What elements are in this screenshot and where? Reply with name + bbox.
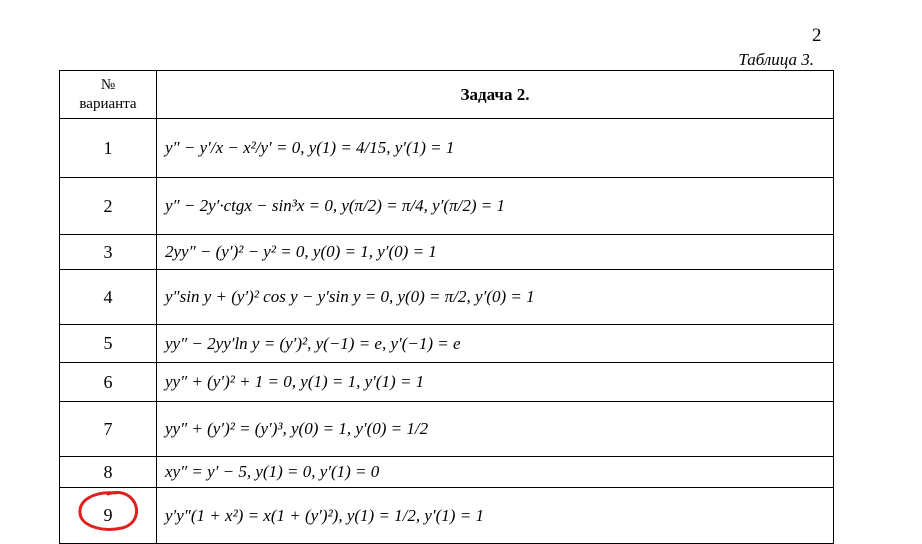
table-row bbox=[60, 178, 834, 235]
variant-number: 1 bbox=[60, 119, 157, 178]
table-caption: Таблица 3. bbox=[738, 50, 814, 69]
equation-cell: yy″ + (y′)² + 1 = 0, y(1) = 1, y′(1) = 1 bbox=[157, 363, 834, 402]
equation-cell: y′y″(1 + x²) = x(1 + (y′)²), y(1) = 1/2, y′(1) = 1 bbox=[157, 488, 834, 544]
equation-cell: y″ − y′/x − x²/y′ = 0, y(1) = 4/15, y′(1) = 1 bbox=[157, 119, 834, 178]
equation-cell: yy″ + (y′)² = (y′)³, y(0) = 1, y′(0) = 1/2 bbox=[157, 402, 834, 457]
equation-cell: yy″ − 2yy′ln y = (y′)², y(−1) = e, y′(−1) = e bbox=[157, 325, 834, 363]
table-row bbox=[60, 270, 834, 325]
equation-cell: y″sin y + (y′)² cos y − y′sin y = 0, y(0) = π/2, y′(0) = 1 bbox=[157, 270, 834, 325]
table-header-row bbox=[60, 71, 834, 119]
variant-number-header bbox=[60, 71, 157, 119]
variant-number: 9 bbox=[60, 488, 157, 544]
variant-number: 7 bbox=[60, 402, 157, 457]
table-row bbox=[60, 402, 834, 457]
table-row bbox=[60, 457, 834, 488]
variant-number: 3 bbox=[60, 235, 157, 270]
variant-number: 2 bbox=[60, 178, 157, 235]
equation-cell: xy″ = y′ − 5, y(1) = 0, y′(1) = 0 bbox=[157, 457, 834, 488]
equation-cell: y″ − 2y′·ctgx − sin³x = 0, y(π/2) = π/4, y′(π/2) = 1 bbox=[157, 178, 834, 235]
table-row bbox=[60, 488, 834, 544]
variants-table bbox=[59, 70, 834, 544]
table-row bbox=[60, 119, 834, 178]
variant-header-line1: № bbox=[100, 76, 116, 93]
variant-header-line2: варианта bbox=[79, 95, 137, 112]
task-header: Задача 2. bbox=[157, 71, 834, 119]
table-row bbox=[60, 235, 834, 270]
variant-number: 4 bbox=[60, 270, 157, 325]
variant-number: 5 bbox=[60, 325, 157, 363]
table-row bbox=[60, 363, 834, 402]
page-number: 2 bbox=[812, 25, 822, 46]
equation-cell: 2yy″ − (y′)² − y² = 0, y(0) = 1, y′(0) = 1 bbox=[157, 235, 834, 270]
variant-number: 8 bbox=[60, 457, 157, 488]
table-row bbox=[60, 325, 834, 363]
variant-number: 6 bbox=[60, 363, 157, 402]
